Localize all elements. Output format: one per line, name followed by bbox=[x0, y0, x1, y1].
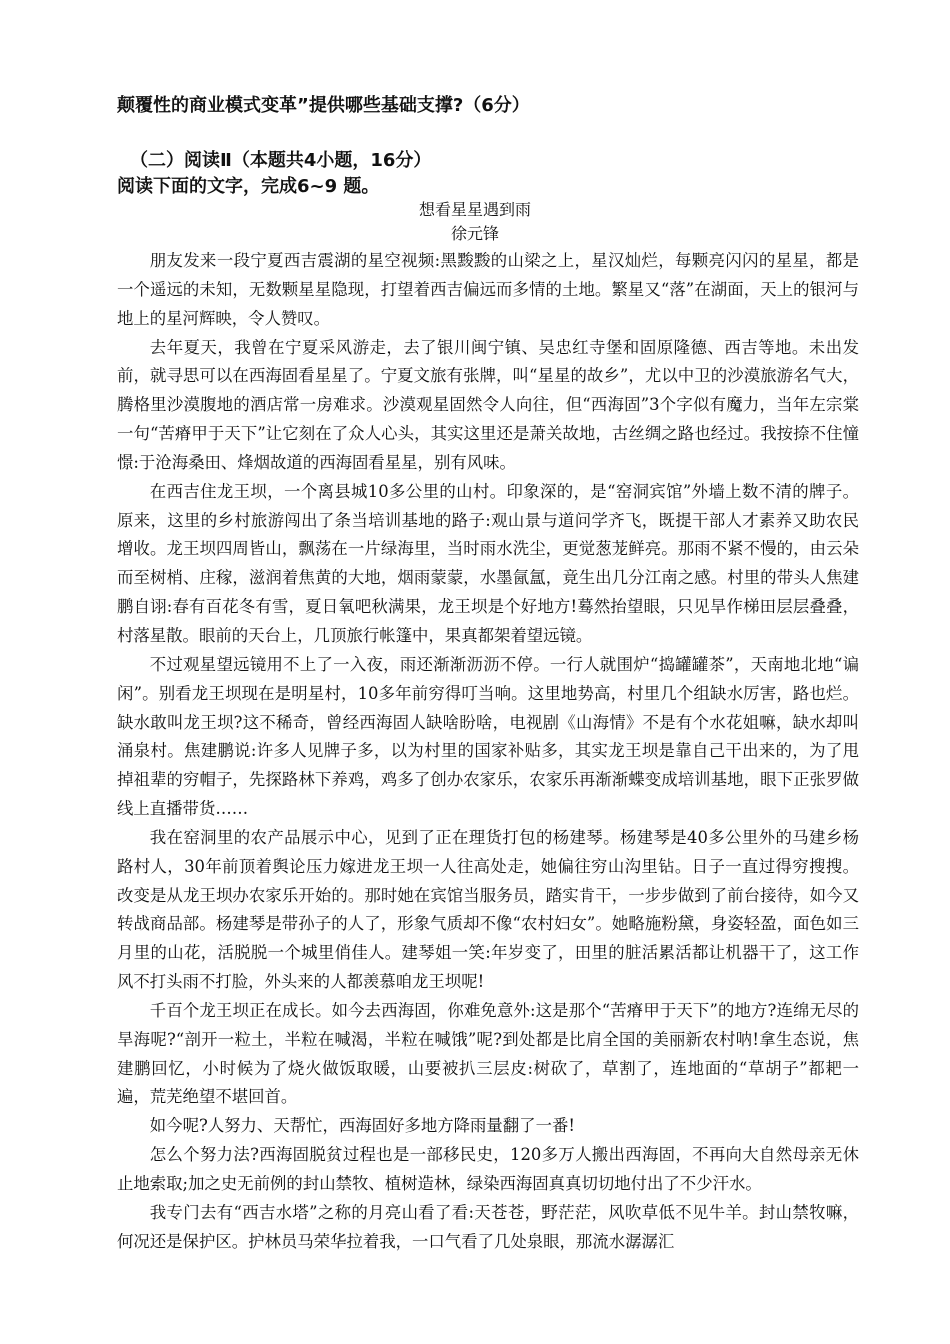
section-instruction: 阅读下面的文字，完成6~9 题。 bbox=[117, 176, 380, 197]
article-paragraph-9: 我专门去有“西吉水塔”之称的月亮山看了看:天苍苍，野茫茫，风吹草低不见牛羊。封山禁牧嘛，何况还是保护区。护林员马荣华拉着我，一口气看了几处泉眼，那流水潺潺汇 bbox=[117, 1202, 859, 1251]
question-continuation: 颠覆性的商业模式变革”提供哪些基础支撑?（6分） bbox=[117, 95, 530, 116]
article-paragraph-7: 如今呢?人努力、天帮忙，西海固好多地方降雨量翻了一番! bbox=[149, 1116, 575, 1136]
article-paragraph-3: 在西吉住龙王坝，一个离县城10多公里的山村。印象深的，是“窑洞宾馆”外墙上数不清的牌子。原来，这里的乡村旅游闯出了条当培训基地的路子:观山景与道问学齐飞，既提干部人才素养又助农民增收。龙王坝四周皆山，飘荡在一片绿海里，当时雨水洗尘，更觉葱茏鲜亮。那雨不紧不慢的，由云朵而至树梢、庄稼，滋润着焦黄的大地，烟雨蒙蒙，水墨氤氲，竟生出几分江南之感。村里的带头人焦建鹏自诩:春有百花冬有雪，夏日氧吧秋满果，龙王坝是个好地方!蓦然抬望眼，只见旱作梯田层层叠叠，村落星散。眼前的天台上，几顶旅行帐篷中，果真都架着望远镜。 bbox=[117, 481, 859, 645]
article-author: 徐元锋 bbox=[450, 224, 499, 243]
article-paragraph-2: 去年夏天，我曾在宁夏采风游走，去了银川闽宁镇、吴忠红寺堡和固原隆德、西吉等地。未出发前，就寻思可以在西海固看星星了。宁夏文旅有张牌，叫“星星的故乡”，尤以中卫的沙漠旅游名气大，腾格里沙漠腹地的酒店常一房难求。沙漠观星固然令人向往，但“西海固”3个字似有魔力，当年左宗棠一句“苦瘠甲于天下”让它刻在了众人心头，其实这里还是萧关故地，古丝绸之路也经过。我按捺不住憧憬:于沧海桑田、烽烟故道的西海固看星星，别有风味。 bbox=[117, 337, 859, 472]
article-body bbox=[117, 247, 859, 1257]
article-paragraph-6: 千百个龙王坝正在成长。如今去西海固，你难免意外:这是那个“苦瘠甲于天下”的地方?连绵无尽的旱海呢?“剖开一粒土，半粒在喊渴，半粒在喊饿”呢?到处都是比肩全国的美丽新农村呐!拿生态说，焦建鹏回忆，小时候为了烧火做饭取暖，山要被扒三层皮:树砍了，草割了，连地面的“草胡子”都耙一遍，荒芜绝望不堪回首。 bbox=[117, 1000, 859, 1107]
article-paragraph-4: 不过观星望远镜用不上了一入夜，雨还渐渐沥沥不停。一行人就围炉“捣罐罐茶”，天南地北地“谝闲”。别看龙王坝现在是明星村，10多年前穷得叮当响。这里地势高，村里几个组缺水厉害，路也烂。缺水敢叫龙王坝?这不稀奇，曾经西海固人缺啥盼啥，电视剧《山海情》不是有个水花姐嘛，缺水却叫涌泉村。焦建鹏说:许多人见牌子多，以为村里的国家补贴多，其实龙王坝是靠自己干出来的，为了甩掉祖辈的穷帽子，先探路林下养鸡，鸡多了创办农家乐，农家乐再渐渐蝶变成培训基地，眼下正张罗做线上直播带货…… bbox=[117, 654, 859, 819]
section-heading: （二）阅读Ⅱ（本题共4小题，16分） bbox=[130, 150, 432, 171]
article-paragraph-8: 怎么个努力法?西海固脱贫过程也是一部移民史，120多万人搬出西海固，不再向大自然母亲无休止地索取;加之史无前例的封山禁牧、植树造林，绿染西海固真真切切地付出了不少汗水。 bbox=[117, 1145, 859, 1193]
article-paragraph-1: 朋友发来一段宁夏西吉震湖的星空视频:黑黢黢的山梁之上，星汉灿烂，每颗亮闪闪的星星，都是一个遥远的未知，无数颗星星隐现，打望着西吉偏远而多情的土地。繁星又“落”在湖面，天上的银河与地上的星河辉映，令人赞叹。 bbox=[117, 251, 859, 328]
article-paragraph-5: 我在窑洞里的农产品展示中心，见到了正在理货打包的杨建琴。杨建琴是40多公里外的马建乡杨路村人，30年前顶着舆论压力嫁进龙王坝一人往高处走，她偏往穷山沟里钻。日子一直过得穷搜搜。改变是从龙王坝办农家乐开始的。那时她在宾馆当服务员，踏实肯干，一步步做到了前台接待，如今又转战商品部。杨建琴是带孙子的人了，形象气质却不像“农村妇女”。她略施粉黛，身姿轻盈，面色如三月里的山花，活脱脱一个城里俏佳人。建琴姐一笑:年岁变了，田里的脏活累活都让机器干了，这工作风不打头雨不打脸，外头来的人都羡慕咱龙王坝呢! bbox=[117, 827, 859, 992]
article-title: 想看星星遇到雨 bbox=[418, 200, 531, 219]
